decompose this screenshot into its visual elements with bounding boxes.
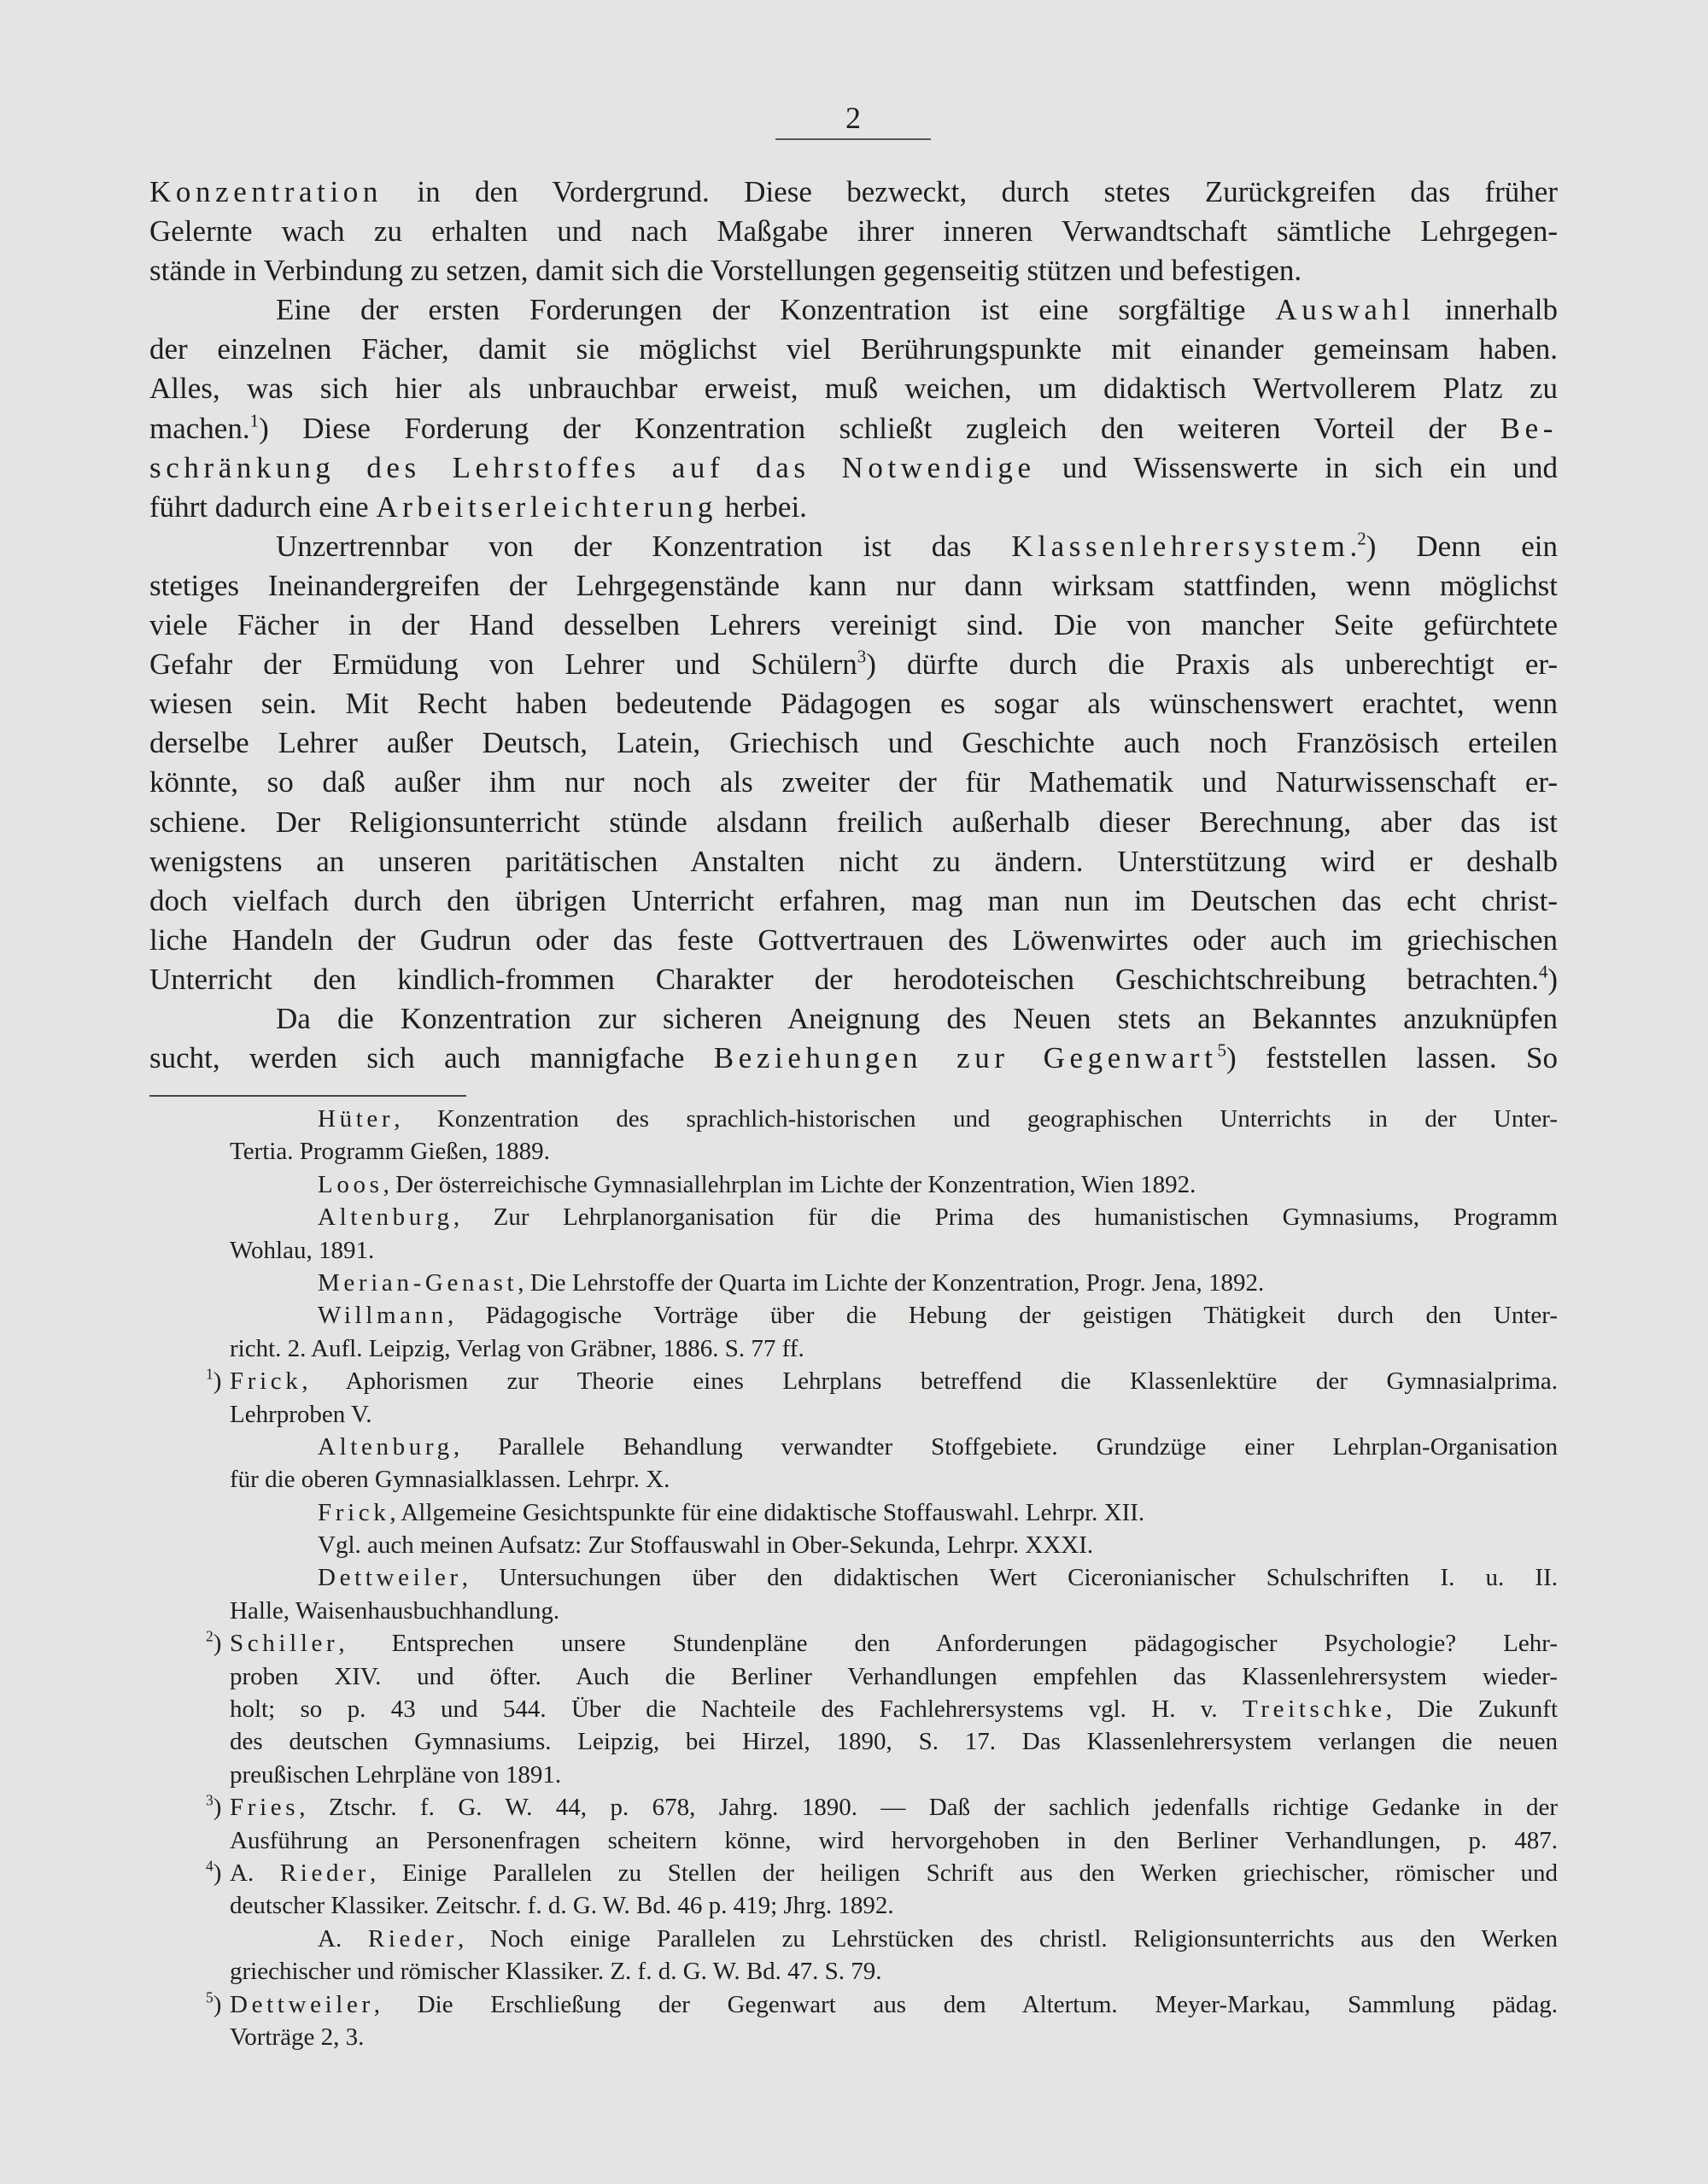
footnote-marker: $^5$) — [206, 1988, 222, 2018]
text-run: A. — [318, 1924, 368, 1953]
footnote-reference: 5 — [1217, 1039, 1227, 1061]
footnote-line — [149, 1267, 1558, 1299]
text-run: Da die Konzentration zur sicheren Aneignung des Neuen stets an Bekanntes anzuknüpfen — [276, 1001, 1558, 1035]
spaced-emphasis: Dettweiler — [318, 1564, 462, 1592]
text-run: liche Handeln der Gudrun oder das feste Gottvertrauen des Löwenwirtes oder auch im griechischen — [149, 922, 1558, 957]
text-run: ) feststellen lassen. So — [1226, 1041, 1558, 1075]
footnote-line — [149, 1431, 1558, 1463]
text-run: Gelernte wach zu erhalten und nach Maßgabe ihrer inneren Verwandtschaft sämtliche Lehrgegen- — [149, 214, 1558, 249]
text-run: , Allgemeine Gesichtspunkte für eine didaktische Stoffauswahl. Lehrpr. XII. — [389, 1498, 1145, 1526]
footnote-marker: $^1$) — [206, 1365, 222, 1396]
footnote-number: 1 — [206, 1365, 214, 1383]
text-run: ) — [1547, 962, 1558, 996]
spaced-emphasis: Be- — [1500, 411, 1558, 445]
footnote-marker: $^4$) — [206, 1857, 222, 1887]
text-run: Halle, Waisenhausbuchhandlung. — [230, 1596, 560, 1625]
body-text-line — [149, 488, 1558, 527]
text-run: , Der österreichische Gymnasiallehrplan im Lichte der Konzentration, Wien 1892. — [383, 1170, 1196, 1198]
footnote-number: 5 — [206, 1988, 214, 2006]
footnote-line — [149, 1627, 1558, 1660]
footnote-line — [149, 1299, 1558, 1332]
footnote-line — [149, 1168, 1558, 1201]
text-run: ) Diese Forderung der Konzentration schließt zugleich den weiteren Vorteil der — [259, 411, 1500, 445]
footnote-line — [149, 1135, 1558, 1168]
footnote-line — [149, 1693, 1558, 1725]
footnote-line — [149, 1955, 1558, 1988]
spaced-emphasis: Altenburg — [318, 1203, 453, 1232]
text-run: Eine der ersten Forderungen der Konzentration ist eine sorgfältige — [276, 293, 1276, 327]
footnote-line — [149, 1234, 1558, 1267]
body-text-line — [149, 999, 1558, 1039]
spaced-emphasis: Frick — [318, 1498, 390, 1526]
body-text-line — [149, 290, 1558, 330]
text-run: derselbe Lehrer außer Deutsch, Latein, Griechisch und Geschichte auch noch Französisch erteilen — [149, 726, 1558, 760]
footnote-line — [149, 1398, 1558, 1431]
text-run: Unzertrennbar von der Konzentration ist das — [276, 529, 1012, 563]
text-run: , Noch einige Parallelen zu Lehrstücken des christl. Religionsunterrichts aus den Werken — [458, 1924, 1558, 1953]
body-text-line — [149, 448, 1558, 488]
text-run: stände in Verbindung zu setzen, damit sich die Vorstellungen gegenseitig stützen und befestigen. — [149, 254, 1302, 288]
text-run: sucht, werden sich auch mannigfache — [149, 1041, 714, 1075]
body-text-line — [149, 881, 1558, 921]
text-run: machen. — [149, 411, 250, 445]
body-text-line — [149, 763, 1558, 802]
body-text-line — [149, 369, 1558, 408]
text-run: des deutschen Gymnasiums. Leipzig, bei Hirzel, 1890, S. 17. Das Klassenlehrersystem verlangen die neuen — [230, 1728, 1558, 1756]
spaced-emphasis: Arbeitserleichterung — [376, 489, 717, 524]
footnote-line — [149, 1857, 1558, 1889]
body-text — [149, 173, 1558, 1078]
text-run: A. — [230, 1859, 280, 1887]
text-run: wiesen sein. Mit Recht haben bedeutende Pädagogen es sogar als wünschenswert erachtet, wenn — [149, 687, 1558, 721]
text-run: wenigstens an unseren paritätischen Anstalten nicht zu ändern. Unterstützung wird er deshalb — [149, 844, 1558, 878]
footnote-line — [149, 1660, 1558, 1693]
spaced-emphasis: Frick — [230, 1367, 302, 1396]
body-text-line — [149, 527, 1558, 566]
text-run: griechischer und römischer Klassiker. Z. f. d. G. W. Bd. 47. S. 79. — [230, 1958, 882, 1986]
footnote-marker: $^2$) — [206, 1627, 222, 1658]
text-run: herbei. — [717, 489, 807, 524]
body-text-line — [149, 723, 1558, 763]
footnote-line — [149, 1365, 1558, 1397]
text-run: Wohlau, 1891. — [230, 1236, 375, 1264]
text-run: in den Vordergrund. Diese bezweckt, durch stetes Zurückgreifen das früher — [383, 175, 1558, 208]
spaced-emphasis: Schiller — [230, 1630, 339, 1658]
footnote-line — [149, 1561, 1558, 1594]
text-run: preußischen Lehrpläne von 1891. — [230, 1760, 562, 1789]
footnote-number: 4 — [206, 1857, 214, 1875]
body-text-line — [149, 212, 1558, 251]
spaced-emphasis: schränkung des Lehrstoffes auf das Notwendige — [149, 450, 1036, 484]
text-run: Gefahr der Ermüdung von Lehrer und Schülern — [149, 647, 857, 682]
text-run: Alles, was sich hier als unbrauchbar erweist, muß weichen, um didaktisch Wertvollerem Platz zu — [149, 372, 1558, 406]
body-text-line — [149, 1039, 1558, 1078]
text-run: , Aphorismen zur Theorie eines Lehrplans betreffend die Klassenlektüre der Gymnasialprima. — [301, 1367, 1558, 1396]
spaced-emphasis: Fries — [230, 1794, 300, 1822]
text-run: , Entsprechen unsere Stundenpläne den Anforderungen pädagogischer Psychologie? Lehr- — [338, 1630, 1558, 1658]
spaced-emphasis: Willmann — [318, 1302, 447, 1330]
text-run: innerhalb — [1414, 293, 1558, 327]
footnote-reference: 2 — [1357, 528, 1366, 549]
text-run: ) Denn ein — [1366, 529, 1558, 563]
text-run: , Einige Parallelen zu Stellen der heiligen Schrift aus den Werken griechischer, römischer und — [369, 1859, 1558, 1887]
footnote-separator — [149, 1095, 466, 1097]
footnote-line — [149, 1595, 1558, 1627]
text-run: Tertia. Programm Gießen, 1889. — [230, 1138, 550, 1166]
footnote-line — [149, 1725, 1558, 1758]
text-run: viele Fächer in der Hand desselben Lehrers vereinigt sind. Die von mancher Seite gefürchtete — [149, 608, 1558, 642]
footnote-marker: $^3$) — [206, 1791, 222, 1822]
body-text-line — [149, 921, 1558, 960]
body-text-line — [149, 409, 1558, 448]
text-run: Vgl. auch meinen Aufsatz: Zur Stoffauswahl in Ober-Sekunda, Lehrpr. XXXI. — [318, 1531, 1094, 1560]
footnotes — [149, 1103, 1558, 2053]
spaced-emphasis: Loos — [318, 1170, 383, 1198]
text-run: Vorträge 2, 3. — [230, 2023, 365, 2051]
text-run: führt dadurch eine — [149, 489, 377, 524]
text-run: richt. 2. Aufl. Leipzig, Verlag von Gräbner, 1886. S. 77 ff. — [230, 1334, 804, 1362]
body-text-line — [149, 173, 1558, 212]
footnote-line — [149, 1759, 1558, 1791]
text-run: , Die Lehrstoffe der Quarta im Lichte der Konzentration, Progr. Jena, 1892. — [518, 1268, 1265, 1297]
footnote-line — [149, 2021, 1558, 2053]
text-run: für die oberen Gymnasialklassen. Lehrpr. X. — [230, 1466, 670, 1494]
footnote-number: 3 — [206, 1791, 214, 1809]
footnote-number: 2 — [206, 1627, 214, 1645]
spaced-emphasis: Hüter — [318, 1105, 395, 1133]
text-run: stetiges Ineinandergreifen der Lehrgegenstände kann nur dann wirksam stattfinden, wenn möglichst — [149, 568, 1558, 602]
text-run: , Untersuchungen über den didaktischen Wert Ciceronianischer Schulschriften I. u. II. — [461, 1564, 1558, 1592]
text-run: Ausführung an Personenfragen scheitern könne, wird hervorgehoben in den Berliner Verhandlungen, p. 487. — [230, 1826, 1558, 1854]
text-run: , Konzentration des sprachlich-historischen und geographischen Unterrichts in der Unter- — [394, 1105, 1558, 1133]
spaced-emphasis: Rieder — [279, 1859, 370, 1887]
text-run: . — [1349, 529, 1358, 563]
text-run: schiene. Der Religionsunterricht stünde alsdann freilich außerhalb dieser Berechnung, aber das ist — [149, 805, 1558, 839]
text-run: Lehrproben V. — [230, 1400, 372, 1428]
footnote-reference: 4 — [1538, 961, 1548, 982]
footnote-line — [149, 1988, 1558, 2021]
text-run: , Die Zukunft — [1385, 1695, 1558, 1724]
footnote-line — [149, 1103, 1558, 1135]
spaced-emphasis: Dettweiler — [230, 1990, 374, 2018]
footnote-line — [149, 1791, 1558, 1824]
body-text-line — [149, 566, 1558, 606]
text-run: ) dürfte durch die Praxis als unberechtigt er- — [866, 647, 1558, 682]
footnote-line — [149, 1529, 1558, 1561]
spaced-emphasis: Rieder — [367, 1924, 459, 1953]
text-run: und Wissenswerte in sich ein und — [1035, 450, 1558, 484]
body-text-line — [149, 684, 1558, 723]
text-run: proben XIV. und öfter. Auch die Berliner Verhandlungen empfehlen das Klassenlehrersystem wieder- — [230, 1662, 1558, 1690]
footnote-line — [149, 1889, 1558, 1922]
body-text-line — [149, 251, 1558, 290]
body-text-line — [149, 645, 1558, 684]
page-number: 2 — [775, 101, 931, 140]
text-run: , Die Erschließung der Gegenwart aus dem Altertum. Meyer-Markau, Sammlung pädag. — [373, 1990, 1558, 2018]
body-text-line — [149, 960, 1558, 999]
text-run: , Ztschr. f. G. W. 44, p. 678, Jahrg. 1890. — Daß der sachlich jedenfalls richtige Gedanke in der — [299, 1794, 1558, 1822]
spaced-emphasis: Auswahl — [1275, 293, 1415, 327]
text-run: deutscher Klassiker. Zeitschr. f. d. G. W. Bd. 46 p. 419; Jhrg. 1892. — [230, 1892, 894, 1920]
footnote-line — [149, 1824, 1558, 1857]
footnote-line — [149, 1496, 1558, 1529]
text-run: , Pädagogische Vorträge über die Hebung der geistigen Thätigkeit durch den Unter- — [447, 1302, 1558, 1330]
text-run: , Parallele Behandlung verwandter Stoffgebiete. Grundzüge einer Lehrplan-Organisation — [453, 1432, 1558, 1461]
text-run: Unterricht den kindlich-frommen Charakter der herodoteischen Geschichtschreibung betrachten. — [149, 962, 1539, 996]
text-run: doch vielfach durch den übrigen Unterricht erfahren, mag man nun im Deutschen das echt christ- — [149, 883, 1558, 917]
spaced-emphasis: Klassenlehrersystem — [1011, 529, 1350, 563]
body-text-line — [149, 803, 1558, 842]
spaced-emphasis: Merian-Genast — [318, 1268, 518, 1297]
body-text-line — [149, 606, 1558, 645]
spaced-emphasis: Treitschke — [1243, 1695, 1386, 1724]
spaced-emphasis: Konzentration — [149, 175, 383, 208]
body-text-line — [149, 842, 1558, 881]
footnote-reference: 1 — [249, 409, 260, 430]
text-run: holt; so p. 43 und 544. Über die Nachteile des Fachlehrersystems vgl. H. v. — [230, 1695, 1243, 1724]
footnote-line — [149, 1201, 1558, 1233]
footnote-line — [149, 1463, 1558, 1496]
spaced-emphasis: Beziehungen zur Gegenwart — [713, 1041, 1218, 1075]
spaced-emphasis: Altenburg — [318, 1432, 453, 1461]
footnote-line — [149, 1923, 1558, 1955]
footnote-reference: 3 — [857, 646, 867, 667]
footnote-line — [149, 1332, 1558, 1365]
text-run: der einzelnen Fächer, damit sie möglichst viel Berührungspunkte mit einander gemeinsam haben. — [149, 332, 1558, 366]
body-text-line — [149, 330, 1558, 369]
text-run: könnte, so daß außer ihm nur noch als zweiter der für Mathematik und Naturwissenschaft er- — [149, 765, 1558, 799]
text-run: , Zur Lehrplanorganisation für die Prima des humanistischen Gymnasiums, Programm — [453, 1203, 1558, 1232]
